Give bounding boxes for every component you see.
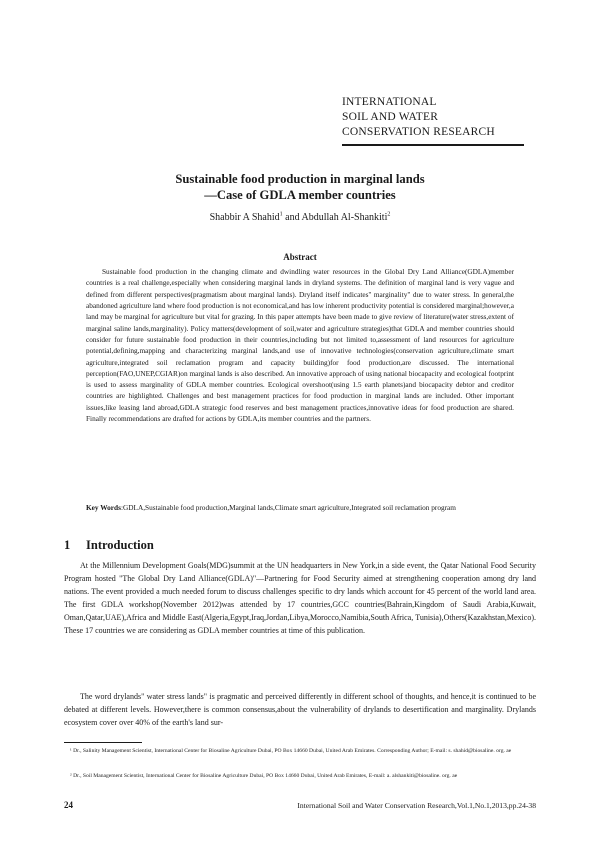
section-title: Introduction — [86, 538, 154, 552]
journal-name-line-3: CONSERVATION RESEARCH — [342, 126, 495, 138]
author-joiner: and — [282, 212, 302, 223]
author-2-name: Abdullah Al-Shankiti — [301, 212, 388, 223]
journal-citation: International Soil and Water Conservation Research,Vol.1,No.1,2013,pp.24-38 — [297, 801, 536, 810]
keywords-block — [86, 502, 514, 514]
footnote-2: ² Dr., Soil Management Scientist, International Center for Biosaline Agriculture Dubai, PO Box 14660 Dubai, United Arab Emirates, E-mail: a. alshankiti@biosaline. org. ae — [70, 773, 458, 779]
journal-masthead — [342, 95, 542, 146]
article-title-line-2: —Case of GDLA member countries — [204, 188, 396, 202]
footnote-1: ¹ Dr., Salinity Management Scientist, International Center for Biosaline Agriculture Dubai, PO Box 14660 Dubai, United Arab Emirates. Corresponding Author; E-mail: s. shahid@biosaline. org. ae — [70, 748, 512, 754]
page-number: 24 — [64, 800, 73, 810]
author-1-name: Shabbir A Shahid — [209, 212, 280, 223]
masthead-rule — [342, 144, 524, 146]
author-1-mark: 1 — [279, 211, 283, 218]
journal-name-line-2: SOIL AND WATER — [342, 111, 439, 123]
keywords-text: GDLA,Sustainable food production,Marginal lands,Climate smart agriculture,Integrated soil reclamation program — [122, 503, 456, 512]
author-2-mark: 2 — [387, 211, 391, 218]
intro-paragraph-2: The word drylands" water stress lands" is pragmatic and perceived differently in different school of thoughts, and hence,it is continued to be debated at different levels. However,there is common consensus,about the vulnerability of drylands to desertification and marginality. Drylands ecosystem cover over 40% of the earth's land sur- — [64, 692, 536, 728]
intro-paragraph-1: At the Millennium Development Goals(MDG)summit at the UN headquarters in New York,in a side event, the Qatar National Food Security Program hosted "The Global Dry Land Alliance(GDLA)"—Partnering for Food Security aimed at strengthening cooperation among dry land nations. The event provided a much needed forum to discuss challenges specific to dry lands which account for 45 percent of the world land area. The first GDLA workshop(November 2012)was attended by 17 countries,GCC countries(Bahrain,Kingdom of Saudi Arabia,Kuwait, Oman,Qatar,UAE),Africa and Middle East(Algeria,Egypt,Iraq,Jordan,Libya,Morocco,Namibia,South Africa, Tunisia),Others(Kazakhstan,Mexico). These 17 countries we are considering as GDLA member countries at time of this publication. — [64, 561, 536, 636]
section-heading — [64, 538, 154, 553]
abstract-body: Sustainable food production in the changing climate and dwindling water resources in the Global Dry Land Alliance(GDLA)member countries is a real challenge,especially when considering marginal lands in dryland systems. The definition of marginal land is very vague and defined from different perspectives(pragmatism about marginal lands). Dryland itself indicates" marginality" due to water stress. In general,the abandoned agriculture land where food production is not economical,and has low inherent productivity potential is considered marginal;however,a land may be marginal for agriculture but vital for grazing. In this paper attempts have been made to give review of literature(water stress,extent of marginal saline lands,marginality). Policy matters(development of soil,water and agriculture strategies)that GDLA and member countries should consider for future sustainable food production in their countries,including but not limited to,assessment of land resources for agriculture potential,defining,mapping and characterizing marginal lands,and use of innovative technologies(conservation agriculture,climate smart agriculture,integrated soil reclamation program and capacity building)for food production,are discussed. The international perception(FAO,UNEP,CGIAR)on marginal lands is also described. An innovative approach of using national biocapacity and ecological footprint is used to assess marginality of GDLA member countries. Ecological overshoot(using 1.5 earth planets)and biocapacity debtor and creditor countries are highlighted. Challenges and best management practices for food production in marginal lands are included. Other important issues,like leasing land abroad,GDLA strategic food reserves and best management practices,innovative ideas for food production are shared. Finally recommendations are drafted for actions by GDLA,its member countries and the partners. — [86, 267, 514, 424]
section-number: 1 — [64, 538, 71, 552]
keywords-separator: : — [120, 503, 123, 512]
journal-name-line-1: INTERNATIONAL — [342, 96, 437, 108]
article-title-line-1: Sustainable food production in marginal lands — [175, 172, 425, 186]
abstract-heading: Abstract — [283, 252, 317, 262]
keywords-label: Key Words — [86, 503, 121, 512]
author-line — [0, 212, 600, 223]
footnote-rule — [64, 742, 142, 743]
